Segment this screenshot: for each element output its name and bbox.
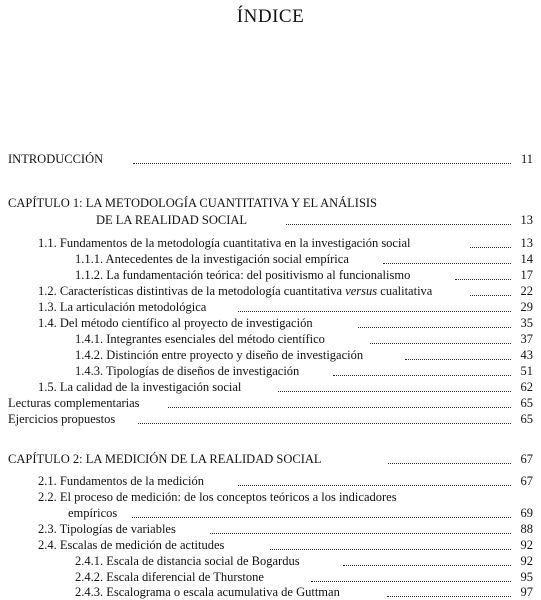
- toc-page-number: 65: [520, 412, 533, 426]
- toc-entry-2-1[interactable]: [38, 474, 533, 489]
- toc-entry-1-1-1[interactable]: [75, 252, 533, 267]
- dot-leader: [387, 596, 511, 597]
- toc-entry-label: Lecturas complementarias: [8, 396, 143, 410]
- page-title: ÍNDICE: [236, 6, 305, 27]
- dot-leader: [358, 327, 511, 328]
- dot-leader: [383, 263, 511, 264]
- toc-page-number: 95: [520, 570, 533, 584]
- toc-page-number: 13: [520, 236, 533, 250]
- toc-entry-label: 1.1.2. La fundamentación teórica: del positivismo al funcionalismo: [75, 268, 413, 282]
- toc-entry-1-1[interactable]: [38, 236, 533, 251]
- toc-entry-introduccion[interactable]: [8, 152, 533, 167]
- toc-page-number: 43: [520, 348, 533, 362]
- toc-entry-2-3[interactable]: [38, 522, 533, 537]
- toc-entry-label: 1.1.1. Antecedentes de la investigación social empírica: [75, 252, 352, 266]
- toc-entry-2-4-2[interactable]: [75, 570, 533, 585]
- toc-entry-label: [38, 284, 435, 298]
- toc-page-number: 62: [520, 380, 533, 394]
- dot-leader: [238, 311, 511, 312]
- toc-page-number: 69: [520, 506, 533, 520]
- toc-entry-label: 1.1. Fundamentos de la metodología cuantitativa en la investigación social: [38, 236, 413, 250]
- toc-entry-lecturas[interactable]: [8, 396, 533, 411]
- toc-entry-label: empíricos: [68, 506, 120, 520]
- toc-page-number: 35: [520, 316, 533, 330]
- toc-page-number: 67: [520, 452, 533, 466]
- dot-leader: [370, 343, 511, 344]
- toc-entry-1-3[interactable]: [38, 300, 533, 315]
- toc-entry-1-4[interactable]: [38, 316, 533, 331]
- toc-entry-label: 2.4.3. Escalograma o escala acumulativa de Guttman: [75, 585, 343, 599]
- toc-page-number: 65: [520, 396, 533, 410]
- dot-leader: [333, 375, 511, 376]
- dot-leader: [138, 423, 511, 424]
- toc-entry-capitulo-1[interactable]: [96, 213, 533, 228]
- toc-entry-label-part: cualitativa: [377, 284, 433, 298]
- toc-entry-label: 1.4.1. Integrantes esenciales del método científico: [75, 332, 328, 346]
- dot-leader: [270, 549, 511, 550]
- toc-page-number: 11: [520, 152, 533, 166]
- dot-leader: [132, 517, 511, 518]
- toc-entry-label: CAPÍTULO 2: LA MEDICIÓN DE LA REALIDAD SOCIAL: [8, 452, 325, 466]
- dot-leader: [405, 359, 511, 360]
- toc-entry-label: 2.3. Tipologías de variables: [38, 522, 179, 536]
- toc-page-number: 88: [520, 522, 533, 536]
- toc-page-number: 14: [520, 252, 533, 266]
- toc-entry-label: 2.4.2. Escala diferencial de Thurstone: [75, 570, 267, 584]
- toc-page-number: 51: [520, 364, 533, 378]
- toc-page-number: 92: [520, 538, 533, 552]
- dot-leader: [311, 581, 511, 582]
- dot-leader: [286, 224, 511, 225]
- toc-entry-1-5[interactable]: [38, 380, 533, 395]
- toc-page-number: 92: [520, 554, 533, 568]
- toc-entry-label: Ejercicios propuestos: [8, 412, 118, 426]
- dot-leader: [470, 295, 511, 296]
- toc-page-number: 22: [520, 284, 533, 298]
- toc-entry-1-4-3[interactable]: [75, 364, 533, 379]
- toc-entry-label: 1.3. La articulación metodológica: [38, 300, 209, 314]
- toc-entry-label-italic: versus: [345, 284, 378, 298]
- toc-entry-label: 1.4. Del método científico al proyecto de investigación: [38, 316, 316, 330]
- dot-leader: [168, 407, 511, 408]
- toc-page-number: 17: [520, 268, 533, 282]
- toc-entry-label: 2.1. Fundamentos de la medición: [38, 474, 207, 488]
- toc-entry-2-4[interactable]: [38, 538, 533, 553]
- dot-leader: [238, 485, 511, 486]
- toc-entry-2-4-1[interactable]: [75, 554, 533, 569]
- dot-leader: [210, 533, 511, 534]
- toc-entry-2-4-3[interactable]: [75, 585, 533, 600]
- toc-entry-label: 2.4. Escalas de medición de actitudes: [38, 538, 227, 552]
- toc-entry-label: INTRODUCCIÓN: [8, 152, 106, 166]
- toc-entry-2-2[interactable]: [68, 506, 533, 521]
- dot-leader: [278, 391, 511, 392]
- dot-leader: [388, 463, 511, 464]
- toc-entry-1-2[interactable]: [38, 284, 533, 299]
- toc-entry-label: 1.4.2. Distinción entre proyecto y diseño de investigación: [75, 348, 366, 362]
- toc-page-number: 29: [520, 300, 533, 314]
- toc-entry-2-2-line1: 2.2. El proceso de medición: de los conceptos teóricos a los indicadores: [38, 490, 397, 504]
- dot-leader: [343, 565, 511, 566]
- toc-entry-ejercicios[interactable]: [8, 412, 533, 427]
- toc-entry-capitulo-2[interactable]: [8, 452, 533, 467]
- toc-entry-1-1-2[interactable]: [75, 268, 533, 283]
- dot-leader: [470, 247, 511, 248]
- toc-page-number: 67: [520, 474, 533, 488]
- toc-entry-1-4-2[interactable]: [75, 348, 533, 363]
- toc-page-number: 37: [520, 332, 533, 346]
- dot-leader: [455, 279, 511, 280]
- toc-entry-1-4-1[interactable]: [75, 332, 533, 347]
- toc-page-number: 97: [520, 585, 533, 599]
- toc-entry-label: 1.5. La calidad de la investigación social: [38, 380, 244, 394]
- toc-page-number: 13: [520, 213, 533, 227]
- dot-leader: [133, 163, 511, 164]
- toc-entry-label: 1.4.3. Tipologías de diseños de investigación: [75, 364, 302, 378]
- toc-entry-label: DE LA REALIDAD SOCIAL: [96, 213, 250, 227]
- toc-entry-label: 2.4.1. Escala de distancia social de Bogardus: [75, 554, 303, 568]
- toc-chapter-1-line1: CAPÍTULO 1: LA METODOLOGÍA CUANTITATIVA Y EL ANÁLISIS: [8, 196, 378, 210]
- toc-entry-label-part: 1.2. Características distintivas de la metodología cuantitativa: [38, 284, 346, 298]
